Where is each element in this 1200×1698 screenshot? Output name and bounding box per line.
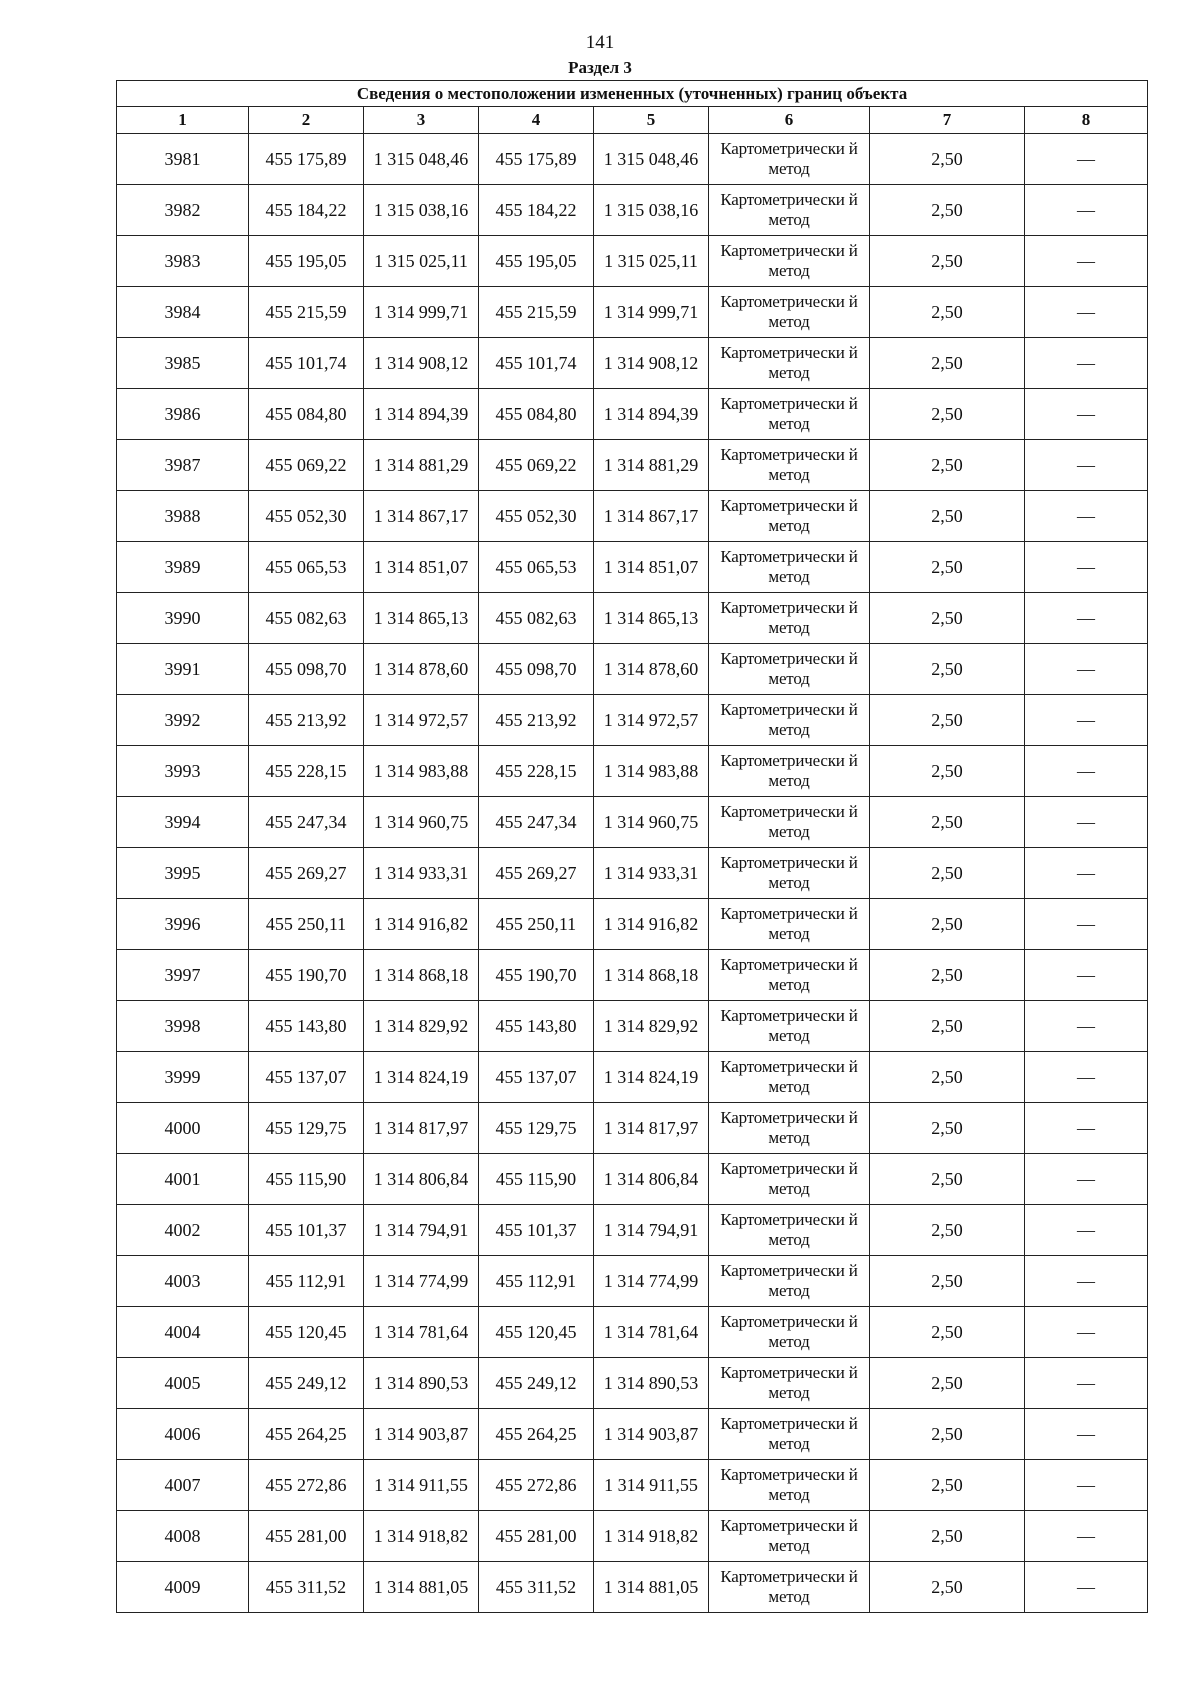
x-old-cell: 455 175,89 bbox=[249, 134, 364, 185]
coordinates-table bbox=[116, 80, 1148, 1613]
y-old-cell: 1 314 806,84 bbox=[364, 1154, 479, 1205]
table-row bbox=[117, 899, 1148, 950]
y-new-cell: 1 314 933,31 bbox=[594, 848, 709, 899]
method-cell: Картометрически й метод bbox=[709, 236, 870, 287]
precision-cell: 2,50 bbox=[870, 1103, 1025, 1154]
method-cell: Картометрически й метод bbox=[709, 848, 870, 899]
method-cell: Картометрически й метод bbox=[709, 542, 870, 593]
y-old-cell: 1 314 867,17 bbox=[364, 491, 479, 542]
column-number-1: 1 bbox=[117, 107, 249, 134]
table-row bbox=[117, 1256, 1148, 1307]
x-new-cell: 455 084,80 bbox=[479, 389, 594, 440]
x-new-cell: 455 213,92 bbox=[479, 695, 594, 746]
method-cell: Картометрически й метод bbox=[709, 1052, 870, 1103]
page-number: 141 bbox=[585, 32, 615, 53]
y-old-cell: 1 314 824,19 bbox=[364, 1052, 479, 1103]
column-number-7: 7 bbox=[870, 107, 1025, 134]
point-number-cell: 3995 bbox=[117, 848, 249, 899]
description-cell: — bbox=[1025, 440, 1148, 491]
point-number-cell: 3989 bbox=[117, 542, 249, 593]
precision-cell: 2,50 bbox=[870, 746, 1025, 797]
description-cell: — bbox=[1025, 746, 1148, 797]
x-new-cell: 455 052,30 bbox=[479, 491, 594, 542]
description-cell: — bbox=[1025, 593, 1148, 644]
table-row bbox=[117, 1154, 1148, 1205]
table-row bbox=[117, 695, 1148, 746]
x-new-cell: 455 137,07 bbox=[479, 1052, 594, 1103]
x-old-cell: 455 084,80 bbox=[249, 389, 364, 440]
x-old-cell: 455 215,59 bbox=[249, 287, 364, 338]
precision-cell: 2,50 bbox=[870, 1511, 1025, 1562]
x-old-cell: 455 082,63 bbox=[249, 593, 364, 644]
table-row bbox=[117, 1052, 1148, 1103]
x-new-cell: 455 215,59 bbox=[479, 287, 594, 338]
y-new-cell: 1 314 918,82 bbox=[594, 1511, 709, 1562]
description-cell: — bbox=[1025, 1052, 1148, 1103]
description-cell: — bbox=[1025, 1460, 1148, 1511]
x-new-cell: 455 195,05 bbox=[479, 236, 594, 287]
y-new-cell: 1 314 903,87 bbox=[594, 1409, 709, 1460]
method-cell: Картометрически й метод bbox=[709, 644, 870, 695]
method-cell: Картометрически й метод bbox=[709, 491, 870, 542]
x-new-cell: 455 281,00 bbox=[479, 1511, 594, 1562]
point-number-cell: 4008 bbox=[117, 1511, 249, 1562]
x-old-cell: 455 115,90 bbox=[249, 1154, 364, 1205]
table-row bbox=[117, 338, 1148, 389]
table-row bbox=[117, 746, 1148, 797]
y-old-cell: 1 314 903,87 bbox=[364, 1409, 479, 1460]
method-cell: Картометрически й метод bbox=[709, 1256, 870, 1307]
y-old-cell: 1 314 781,64 bbox=[364, 1307, 479, 1358]
method-cell: Картометрически й метод bbox=[709, 593, 870, 644]
description-cell: — bbox=[1025, 287, 1148, 338]
table-row bbox=[117, 1460, 1148, 1511]
y-new-cell: 1 315 025,11 bbox=[594, 236, 709, 287]
x-new-cell: 455 082,63 bbox=[479, 593, 594, 644]
table-row bbox=[117, 1511, 1148, 1562]
x-new-cell: 455 269,27 bbox=[479, 848, 594, 899]
y-new-cell: 1 314 865,13 bbox=[594, 593, 709, 644]
point-number-cell: 4000 bbox=[117, 1103, 249, 1154]
y-new-cell: 1 314 867,17 bbox=[594, 491, 709, 542]
precision-cell: 2,50 bbox=[870, 1052, 1025, 1103]
table-row bbox=[117, 236, 1148, 287]
y-new-cell: 1 314 916,82 bbox=[594, 899, 709, 950]
y-old-cell: 1 314 881,29 bbox=[364, 440, 479, 491]
x-old-cell: 455 143,80 bbox=[249, 1001, 364, 1052]
y-new-cell: 1 314 881,05 bbox=[594, 1562, 709, 1613]
x-new-cell: 455 250,11 bbox=[479, 899, 594, 950]
y-old-cell: 1 314 881,05 bbox=[364, 1562, 479, 1613]
x-old-cell: 455 281,00 bbox=[249, 1511, 364, 1562]
x-old-cell: 455 112,91 bbox=[249, 1256, 364, 1307]
point-number-cell: 4009 bbox=[117, 1562, 249, 1613]
x-new-cell: 455 247,34 bbox=[479, 797, 594, 848]
method-cell: Картометрически й метод bbox=[709, 338, 870, 389]
table-row bbox=[117, 593, 1148, 644]
y-new-cell: 1 314 890,53 bbox=[594, 1358, 709, 1409]
point-number-cell: 3986 bbox=[117, 389, 249, 440]
x-old-cell: 455 272,86 bbox=[249, 1460, 364, 1511]
description-cell: — bbox=[1025, 1001, 1148, 1052]
y-new-cell: 1 314 911,55 bbox=[594, 1460, 709, 1511]
x-old-cell: 455 101,37 bbox=[249, 1205, 364, 1256]
x-new-cell: 455 112,91 bbox=[479, 1256, 594, 1307]
description-cell: — bbox=[1025, 797, 1148, 848]
point-number-cell: 4005 bbox=[117, 1358, 249, 1409]
table-row bbox=[117, 644, 1148, 695]
table-row bbox=[117, 185, 1148, 236]
y-old-cell: 1 314 999,71 bbox=[364, 287, 479, 338]
x-new-cell: 455 311,52 bbox=[479, 1562, 594, 1613]
precision-cell: 2,50 bbox=[870, 185, 1025, 236]
x-new-cell: 455 264,25 bbox=[479, 1409, 594, 1460]
precision-cell: 2,50 bbox=[870, 542, 1025, 593]
y-old-cell: 1 314 908,12 bbox=[364, 338, 479, 389]
point-number-cell: 3982 bbox=[117, 185, 249, 236]
description-cell: — bbox=[1025, 185, 1148, 236]
x-old-cell: 455 052,30 bbox=[249, 491, 364, 542]
x-old-cell: 455 069,22 bbox=[249, 440, 364, 491]
description-cell: — bbox=[1025, 1205, 1148, 1256]
x-new-cell: 455 184,22 bbox=[479, 185, 594, 236]
point-number-cell: 3999 bbox=[117, 1052, 249, 1103]
description-cell: — bbox=[1025, 134, 1148, 185]
precision-cell: 2,50 bbox=[870, 1154, 1025, 1205]
point-number-cell: 4004 bbox=[117, 1307, 249, 1358]
description-cell: — bbox=[1025, 542, 1148, 593]
point-number-cell: 3988 bbox=[117, 491, 249, 542]
description-cell: — bbox=[1025, 899, 1148, 950]
method-cell: Картометрически й метод bbox=[709, 1460, 870, 1511]
x-new-cell: 455 101,37 bbox=[479, 1205, 594, 1256]
precision-cell: 2,50 bbox=[870, 1358, 1025, 1409]
y-new-cell: 1 314 999,71 bbox=[594, 287, 709, 338]
table-row bbox=[117, 134, 1148, 185]
y-old-cell: 1 314 918,82 bbox=[364, 1511, 479, 1562]
column-number-8: 8 bbox=[1025, 107, 1148, 134]
precision-cell: 2,50 bbox=[870, 1307, 1025, 1358]
y-new-cell: 1 314 794,91 bbox=[594, 1205, 709, 1256]
table-row bbox=[117, 1409, 1148, 1460]
method-cell: Картометрически й метод bbox=[709, 1307, 870, 1358]
y-old-cell: 1 314 865,13 bbox=[364, 593, 479, 644]
table-row bbox=[117, 797, 1148, 848]
table-caption-row bbox=[117, 81, 1148, 107]
point-number-cell: 4007 bbox=[117, 1460, 249, 1511]
point-number-cell: 3983 bbox=[117, 236, 249, 287]
y-old-cell: 1 314 794,91 bbox=[364, 1205, 479, 1256]
x-new-cell: 455 272,86 bbox=[479, 1460, 594, 1511]
method-cell: Картометрически й метод bbox=[709, 695, 870, 746]
y-new-cell: 1 315 038,16 bbox=[594, 185, 709, 236]
description-cell: — bbox=[1025, 1358, 1148, 1409]
table-row bbox=[117, 1358, 1148, 1409]
precision-cell: 2,50 bbox=[870, 491, 1025, 542]
y-new-cell: 1 314 806,84 bbox=[594, 1154, 709, 1205]
precision-cell: 2,50 bbox=[870, 899, 1025, 950]
point-number-cell: 3985 bbox=[117, 338, 249, 389]
point-number-cell: 4002 bbox=[117, 1205, 249, 1256]
y-old-cell: 1 315 025,11 bbox=[364, 236, 479, 287]
y-new-cell: 1 314 881,29 bbox=[594, 440, 709, 491]
table-row bbox=[117, 950, 1148, 1001]
precision-cell: 2,50 bbox=[870, 593, 1025, 644]
method-cell: Картометрически й метод bbox=[709, 1154, 870, 1205]
x-old-cell: 455 269,27 bbox=[249, 848, 364, 899]
y-old-cell: 1 314 868,18 bbox=[364, 950, 479, 1001]
precision-cell: 2,50 bbox=[870, 1256, 1025, 1307]
precision-cell: 2,50 bbox=[870, 950, 1025, 1001]
description-cell: — bbox=[1025, 695, 1148, 746]
x-old-cell: 455 213,92 bbox=[249, 695, 364, 746]
description-cell: — bbox=[1025, 236, 1148, 287]
method-cell: Картометрически й метод bbox=[709, 1001, 870, 1052]
y-old-cell: 1 314 851,07 bbox=[364, 542, 479, 593]
y-old-cell: 1 314 774,99 bbox=[364, 1256, 479, 1307]
point-number-cell: 3996 bbox=[117, 899, 249, 950]
section-title: Раздел 3 bbox=[568, 58, 632, 77]
y-new-cell: 1 314 829,92 bbox=[594, 1001, 709, 1052]
description-cell: — bbox=[1025, 950, 1148, 1001]
precision-cell: 2,50 bbox=[870, 440, 1025, 491]
table-row bbox=[117, 1307, 1148, 1358]
table-row bbox=[117, 542, 1148, 593]
point-number-cell: 3998 bbox=[117, 1001, 249, 1052]
y-new-cell: 1 314 781,64 bbox=[594, 1307, 709, 1358]
method-cell: Картометрически й метод bbox=[709, 389, 870, 440]
y-new-cell: 1 314 878,60 bbox=[594, 644, 709, 695]
x-new-cell: 455 098,70 bbox=[479, 644, 594, 695]
method-cell: Картометрически й метод bbox=[709, 1511, 870, 1562]
y-old-cell: 1 314 960,75 bbox=[364, 797, 479, 848]
table-row bbox=[117, 1205, 1148, 1256]
column-number-row bbox=[117, 107, 1148, 134]
description-cell: — bbox=[1025, 1307, 1148, 1358]
point-number-cell: 4006 bbox=[117, 1409, 249, 1460]
y-new-cell: 1 314 868,18 bbox=[594, 950, 709, 1001]
method-cell: Картометрически й метод bbox=[709, 746, 870, 797]
description-cell: — bbox=[1025, 644, 1148, 695]
y-new-cell: 1 314 824,19 bbox=[594, 1052, 709, 1103]
method-cell: Картометрически й метод bbox=[709, 1409, 870, 1460]
precision-cell: 2,50 bbox=[870, 797, 1025, 848]
x-old-cell: 455 195,05 bbox=[249, 236, 364, 287]
description-cell: — bbox=[1025, 1154, 1148, 1205]
x-new-cell: 455 228,15 bbox=[479, 746, 594, 797]
method-cell: Картометрически й метод bbox=[709, 1562, 870, 1613]
column-number-3: 3 bbox=[364, 107, 479, 134]
y-new-cell: 1 314 774,99 bbox=[594, 1256, 709, 1307]
x-old-cell: 455 137,07 bbox=[249, 1052, 364, 1103]
x-old-cell: 455 065,53 bbox=[249, 542, 364, 593]
x-old-cell: 455 120,45 bbox=[249, 1307, 364, 1358]
method-cell: Картометрически й метод bbox=[709, 899, 870, 950]
y-old-cell: 1 314 933,31 bbox=[364, 848, 479, 899]
column-number-4: 4 bbox=[479, 107, 594, 134]
table-row bbox=[117, 1103, 1148, 1154]
point-number-cell: 3991 bbox=[117, 644, 249, 695]
x-old-cell: 455 098,70 bbox=[249, 644, 364, 695]
table-row bbox=[117, 287, 1148, 338]
x-new-cell: 455 069,22 bbox=[479, 440, 594, 491]
y-new-cell: 1 314 960,75 bbox=[594, 797, 709, 848]
y-old-cell: 1 315 048,46 bbox=[364, 134, 479, 185]
point-number-cell: 3994 bbox=[117, 797, 249, 848]
point-number-cell: 3987 bbox=[117, 440, 249, 491]
point-number-cell: 3981 bbox=[117, 134, 249, 185]
x-old-cell: 455 311,52 bbox=[249, 1562, 364, 1613]
table-caption: Сведения о местоположении измененных (уточненных) границ объекта bbox=[117, 81, 1148, 107]
y-old-cell: 1 314 878,60 bbox=[364, 644, 479, 695]
description-cell: — bbox=[1025, 848, 1148, 899]
column-number-6: 6 bbox=[709, 107, 870, 134]
table-row bbox=[117, 1001, 1148, 1052]
method-cell: Картометрически й метод bbox=[709, 134, 870, 185]
x-old-cell: 455 228,15 bbox=[249, 746, 364, 797]
precision-cell: 2,50 bbox=[870, 1001, 1025, 1052]
x-old-cell: 455 129,75 bbox=[249, 1103, 364, 1154]
method-cell: Картометрически й метод bbox=[709, 287, 870, 338]
y-old-cell: 1 314 817,97 bbox=[364, 1103, 479, 1154]
x-old-cell: 455 190,70 bbox=[249, 950, 364, 1001]
x-new-cell: 455 143,80 bbox=[479, 1001, 594, 1052]
y-old-cell: 1 314 894,39 bbox=[364, 389, 479, 440]
y-old-cell: 1 314 829,92 bbox=[364, 1001, 479, 1052]
point-number-cell: 4001 bbox=[117, 1154, 249, 1205]
x-new-cell: 455 190,70 bbox=[479, 950, 594, 1001]
point-number-cell: 3984 bbox=[117, 287, 249, 338]
y-old-cell: 1 314 911,55 bbox=[364, 1460, 479, 1511]
description-cell: — bbox=[1025, 338, 1148, 389]
y-new-cell: 1 314 983,88 bbox=[594, 746, 709, 797]
column-number-5: 5 bbox=[594, 107, 709, 134]
x-old-cell: 455 249,12 bbox=[249, 1358, 364, 1409]
table-row bbox=[117, 848, 1148, 899]
x-new-cell: 455 120,45 bbox=[479, 1307, 594, 1358]
method-cell: Картометрически й метод bbox=[709, 1358, 870, 1409]
x-new-cell: 455 115,90 bbox=[479, 1154, 594, 1205]
description-cell: — bbox=[1025, 491, 1148, 542]
y-new-cell: 1 314 908,12 bbox=[594, 338, 709, 389]
method-cell: Картометрически й метод bbox=[709, 1103, 870, 1154]
x-old-cell: 455 101,74 bbox=[249, 338, 364, 389]
x-old-cell: 455 247,34 bbox=[249, 797, 364, 848]
y-old-cell: 1 314 890,53 bbox=[364, 1358, 479, 1409]
x-old-cell: 455 264,25 bbox=[249, 1409, 364, 1460]
description-cell: — bbox=[1025, 1511, 1148, 1562]
description-cell: — bbox=[1025, 1562, 1148, 1613]
table-row bbox=[117, 389, 1148, 440]
precision-cell: 2,50 bbox=[870, 236, 1025, 287]
method-cell: Картометрически й метод bbox=[709, 440, 870, 491]
point-number-cell: 3992 bbox=[117, 695, 249, 746]
description-cell: — bbox=[1025, 1256, 1148, 1307]
x-old-cell: 455 250,11 bbox=[249, 899, 364, 950]
y-old-cell: 1 314 972,57 bbox=[364, 695, 479, 746]
precision-cell: 2,50 bbox=[870, 1562, 1025, 1613]
precision-cell: 2,50 bbox=[870, 848, 1025, 899]
method-cell: Картометрически й метод bbox=[709, 797, 870, 848]
x-old-cell: 455 184,22 bbox=[249, 185, 364, 236]
precision-cell: 2,50 bbox=[870, 644, 1025, 695]
x-new-cell: 455 101,74 bbox=[479, 338, 594, 389]
point-number-cell: 3997 bbox=[117, 950, 249, 1001]
x-new-cell: 455 129,75 bbox=[479, 1103, 594, 1154]
precision-cell: 2,50 bbox=[870, 287, 1025, 338]
description-cell: — bbox=[1025, 1409, 1148, 1460]
precision-cell: 2,50 bbox=[870, 1205, 1025, 1256]
y-new-cell: 1 315 048,46 bbox=[594, 134, 709, 185]
point-number-cell: 3990 bbox=[117, 593, 249, 644]
y-new-cell: 1 314 851,07 bbox=[594, 542, 709, 593]
column-number-2: 2 bbox=[249, 107, 364, 134]
y-new-cell: 1 314 894,39 bbox=[594, 389, 709, 440]
method-cell: Картометрически й метод bbox=[709, 1205, 870, 1256]
x-new-cell: 455 175,89 bbox=[479, 134, 594, 185]
precision-cell: 2,50 bbox=[870, 338, 1025, 389]
precision-cell: 2,50 bbox=[870, 1460, 1025, 1511]
table-row bbox=[117, 491, 1148, 542]
description-cell: — bbox=[1025, 1103, 1148, 1154]
precision-cell: 2,50 bbox=[870, 695, 1025, 746]
y-new-cell: 1 314 817,97 bbox=[594, 1103, 709, 1154]
method-cell: Картометрически й метод bbox=[709, 185, 870, 236]
point-number-cell: 4003 bbox=[117, 1256, 249, 1307]
table-body bbox=[117, 134, 1148, 1613]
y-old-cell: 1 314 983,88 bbox=[364, 746, 479, 797]
x-new-cell: 455 065,53 bbox=[479, 542, 594, 593]
y-new-cell: 1 314 972,57 bbox=[594, 695, 709, 746]
description-cell: — bbox=[1025, 389, 1148, 440]
precision-cell: 2,50 bbox=[870, 134, 1025, 185]
x-new-cell: 455 249,12 bbox=[479, 1358, 594, 1409]
y-old-cell: 1 314 916,82 bbox=[364, 899, 479, 950]
table-row bbox=[117, 1562, 1148, 1613]
precision-cell: 2,50 bbox=[870, 389, 1025, 440]
precision-cell: 2,50 bbox=[870, 1409, 1025, 1460]
method-cell: Картометрически й метод bbox=[709, 950, 870, 1001]
table-row bbox=[117, 440, 1148, 491]
y-old-cell: 1 315 038,16 bbox=[364, 185, 479, 236]
point-number-cell: 3993 bbox=[117, 746, 249, 797]
